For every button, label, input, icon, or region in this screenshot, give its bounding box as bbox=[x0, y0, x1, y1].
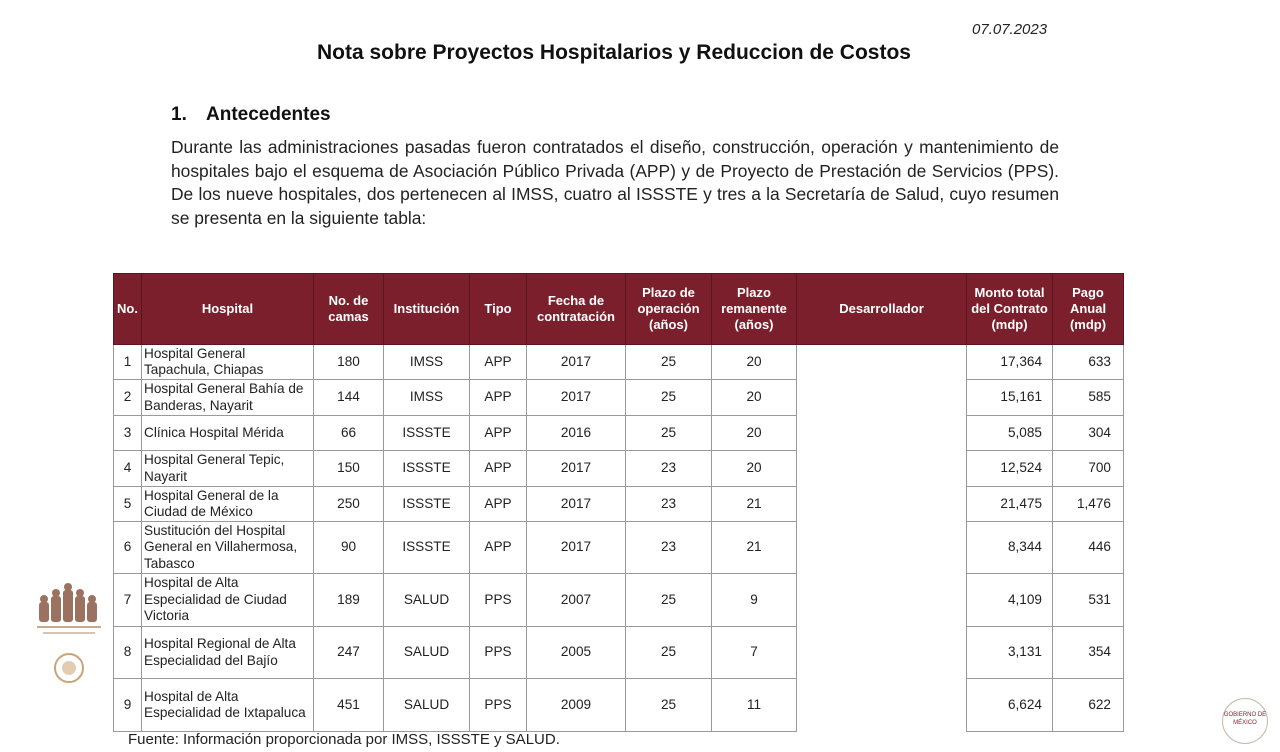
header-hospital: Hospital bbox=[142, 274, 314, 345]
cell-pago: 585 bbox=[1053, 380, 1124, 416]
cell-pago: 700 bbox=[1053, 451, 1124, 487]
cell-institucion: SALUD bbox=[384, 627, 470, 679]
cell-camas: 150 bbox=[314, 451, 384, 487]
cell-monto: 3,131 bbox=[967, 627, 1053, 679]
table-row bbox=[114, 487, 1124, 522]
cell-tipo: APP bbox=[470, 522, 527, 574]
cell-monto: 17,364 bbox=[967, 345, 1053, 380]
cell-desarrollador bbox=[797, 345, 967, 380]
cell-institucion: ISSSTE bbox=[384, 451, 470, 487]
table-row bbox=[114, 345, 1124, 380]
cell-pago: 622 bbox=[1053, 679, 1124, 732]
cell-no: 1 bbox=[114, 345, 142, 380]
section-paragraph: Durante las administraciones pasadas fueron contratados el diseño, construcción, operación y mantenimiento de hospitales bajo el esquema de Asociación Público Privada (APP) y de Proyecto de Prestación de Servicios (PPS). De los nueve hospitales, dos pertenecen al IMSS, cuatro al ISSSTE y tres a la Secretaría de Salud, cuyo resumen se presenta en la siguiente tabla: bbox=[171, 137, 1059, 228]
cell-no: 7 bbox=[114, 574, 142, 627]
header-fecha: Fecha de contratación bbox=[527, 274, 626, 345]
cell-institucion: ISSSTE bbox=[384, 522, 470, 574]
cell-pago: 633 bbox=[1053, 345, 1124, 380]
cell-camas: 250 bbox=[314, 487, 384, 522]
cell-plazo-operacion: 23 bbox=[626, 451, 712, 487]
table-row bbox=[114, 679, 1124, 732]
cell-plazo-operacion: 25 bbox=[626, 416, 712, 451]
header-monto: Monto total del Contrato (mdp) bbox=[967, 274, 1053, 345]
cell-camas: 451 bbox=[314, 679, 384, 732]
cell-camas: 189 bbox=[314, 574, 384, 627]
table-row bbox=[114, 416, 1124, 451]
cell-no: 8 bbox=[114, 627, 142, 679]
cell-monto: 4,109 bbox=[967, 574, 1053, 627]
cell-plazo-remanente: 20 bbox=[712, 416, 797, 451]
header-tipo: Tipo bbox=[470, 274, 527, 345]
cell-fecha: 2017 bbox=[527, 380, 626, 416]
cell-desarrollador bbox=[797, 416, 967, 451]
cell-fecha: 2017 bbox=[527, 451, 626, 487]
cell-tipo: APP bbox=[470, 451, 527, 487]
cell-plazo-remanente: 9 bbox=[712, 574, 797, 627]
document-date: 07.07.2023 bbox=[972, 21, 1048, 38]
cell-monto: 8,344 bbox=[967, 522, 1053, 574]
cell-no: 9 bbox=[114, 679, 142, 732]
cell-camas: 144 bbox=[314, 380, 384, 416]
cell-plazo-remanente: 7 bbox=[712, 627, 797, 679]
cell-hospital: Clínica Hospital Mérida bbox=[142, 416, 314, 451]
cell-desarrollador bbox=[797, 487, 967, 522]
cell-fecha: 2007 bbox=[527, 574, 626, 627]
cell-hospital: Hospital de Alta Especialidad de Ciudad Victoria bbox=[142, 574, 314, 627]
cell-tipo: APP bbox=[470, 416, 527, 451]
cell-desarrollador bbox=[797, 574, 967, 627]
cell-institucion: ISSSTE bbox=[384, 416, 470, 451]
seal-text: GOBIERNO DE MÉXICO bbox=[1223, 712, 1267, 726]
cell-monto: 12,524 bbox=[967, 451, 1053, 487]
cell-hospital: Hospital General Bahía de Banderas, Nayarit bbox=[142, 380, 314, 416]
cell-plazo-operacion: 23 bbox=[626, 487, 712, 522]
section-number: 1. bbox=[171, 104, 187, 125]
cell-fecha: 2005 bbox=[527, 627, 626, 679]
header-desarrollador: Desarrollador bbox=[797, 274, 967, 345]
cell-pago: 1,476 bbox=[1053, 487, 1124, 522]
cell-institucion: IMSS bbox=[384, 345, 470, 380]
section-heading bbox=[171, 104, 331, 126]
cell-no: 5 bbox=[114, 487, 142, 522]
cell-monto: 5,085 bbox=[967, 416, 1053, 451]
cell-fecha: 2016 bbox=[527, 416, 626, 451]
cell-tipo: APP bbox=[470, 380, 527, 416]
header-camas: No. de camas bbox=[314, 274, 384, 345]
cell-hospital: Sustitución del Hospital General en Villahermosa, Tabasco bbox=[142, 522, 314, 574]
table-row bbox=[114, 522, 1124, 574]
cell-camas: 66 bbox=[314, 416, 384, 451]
table-header-row bbox=[114, 274, 1124, 345]
cell-monto: 21,475 bbox=[967, 487, 1053, 522]
cell-desarrollador bbox=[797, 522, 967, 574]
cell-fecha: 2017 bbox=[527, 522, 626, 574]
cell-plazo-remanente: 21 bbox=[712, 522, 797, 574]
cell-tipo: PPS bbox=[470, 574, 527, 627]
cell-pago: 354 bbox=[1053, 627, 1124, 679]
cell-camas: 90 bbox=[314, 522, 384, 574]
cell-no: 3 bbox=[114, 416, 142, 451]
header-institucion: Institución bbox=[384, 274, 470, 345]
cell-hospital: Hospital de Alta Especialidad de Ixtapaluca bbox=[142, 679, 314, 732]
cell-plazo-remanente: 20 bbox=[712, 451, 797, 487]
cell-plazo-remanente: 21 bbox=[712, 487, 797, 522]
cell-plazo-operacion: 25 bbox=[626, 574, 712, 627]
header-plazo-operacion: Plazo de operación (años) bbox=[626, 274, 712, 345]
cell-pago: 531 bbox=[1053, 574, 1124, 627]
cell-monto: 6,624 bbox=[967, 679, 1053, 732]
cell-hospital: Hospital Regional de Alta Especialidad del Bajío bbox=[142, 627, 314, 679]
cell-plazo-remanente: 20 bbox=[712, 345, 797, 380]
cell-fecha: 2017 bbox=[527, 487, 626, 522]
cell-institucion: SALUD bbox=[384, 679, 470, 732]
cell-hospital: Hospital General Tepic, Nayarit bbox=[142, 451, 314, 487]
cell-plazo-remanente: 20 bbox=[712, 380, 797, 416]
cell-plazo-remanente: 11 bbox=[712, 679, 797, 732]
cell-tipo: PPS bbox=[470, 627, 527, 679]
cell-plazo-operacion: 25 bbox=[626, 627, 712, 679]
cell-no: 4 bbox=[114, 451, 142, 487]
cell-pago: 304 bbox=[1053, 416, 1124, 451]
cell-tipo: APP bbox=[470, 487, 527, 522]
header-no: No. bbox=[114, 274, 142, 345]
cell-desarrollador bbox=[797, 380, 967, 416]
cell-plazo-operacion: 25 bbox=[626, 679, 712, 732]
cell-camas: 180 bbox=[314, 345, 384, 380]
cell-camas: 247 bbox=[314, 627, 384, 679]
cell-fecha: 2017 bbox=[527, 345, 626, 380]
table-row bbox=[114, 451, 1124, 487]
cell-desarrollador bbox=[797, 679, 967, 732]
header-pago: Pago Anual (mdp) bbox=[1053, 274, 1124, 345]
table-row bbox=[114, 574, 1124, 627]
cell-no: 6 bbox=[114, 522, 142, 574]
cell-institucion: IMSS bbox=[384, 380, 470, 416]
cell-desarrollador bbox=[797, 451, 967, 487]
page-title: Nota sobre Proyectos Hospitalarios y Reduccion de Costos bbox=[317, 41, 911, 64]
cell-tipo: APP bbox=[470, 345, 527, 380]
coat-of-arms-icon bbox=[33, 580, 105, 690]
gobierno-de-mexico-seal-icon bbox=[1222, 698, 1268, 744]
cell-desarrollador bbox=[797, 627, 967, 679]
table-row bbox=[114, 627, 1124, 679]
cell-plazo-operacion: 25 bbox=[626, 345, 712, 380]
hospital-table bbox=[113, 273, 1124, 732]
cell-no: 2 bbox=[114, 380, 142, 416]
cell-institucion: ISSSTE bbox=[384, 487, 470, 522]
cell-monto: 15,161 bbox=[967, 380, 1053, 416]
header-plazo-remanente: Plazo remanente (años) bbox=[712, 274, 797, 345]
section-title: Antecedentes bbox=[206, 104, 331, 125]
cell-pago: 446 bbox=[1053, 522, 1124, 574]
cell-tipo: PPS bbox=[470, 679, 527, 732]
cell-hospital: Hospital General Tapachula, Chiapas bbox=[142, 345, 314, 380]
cell-plazo-operacion: 25 bbox=[626, 380, 712, 416]
cell-fecha: 2009 bbox=[527, 679, 626, 732]
cell-institucion: SALUD bbox=[384, 574, 470, 627]
cell-plazo-operacion: 23 bbox=[626, 522, 712, 574]
table-row bbox=[114, 380, 1124, 416]
cell-hospital: Hospital General de la Ciudad de México bbox=[142, 487, 314, 522]
table-body bbox=[114, 345, 1124, 732]
source-note: Fuente: Información proporcionada por IMSS, ISSSTE y SALUD. bbox=[128, 731, 560, 748]
